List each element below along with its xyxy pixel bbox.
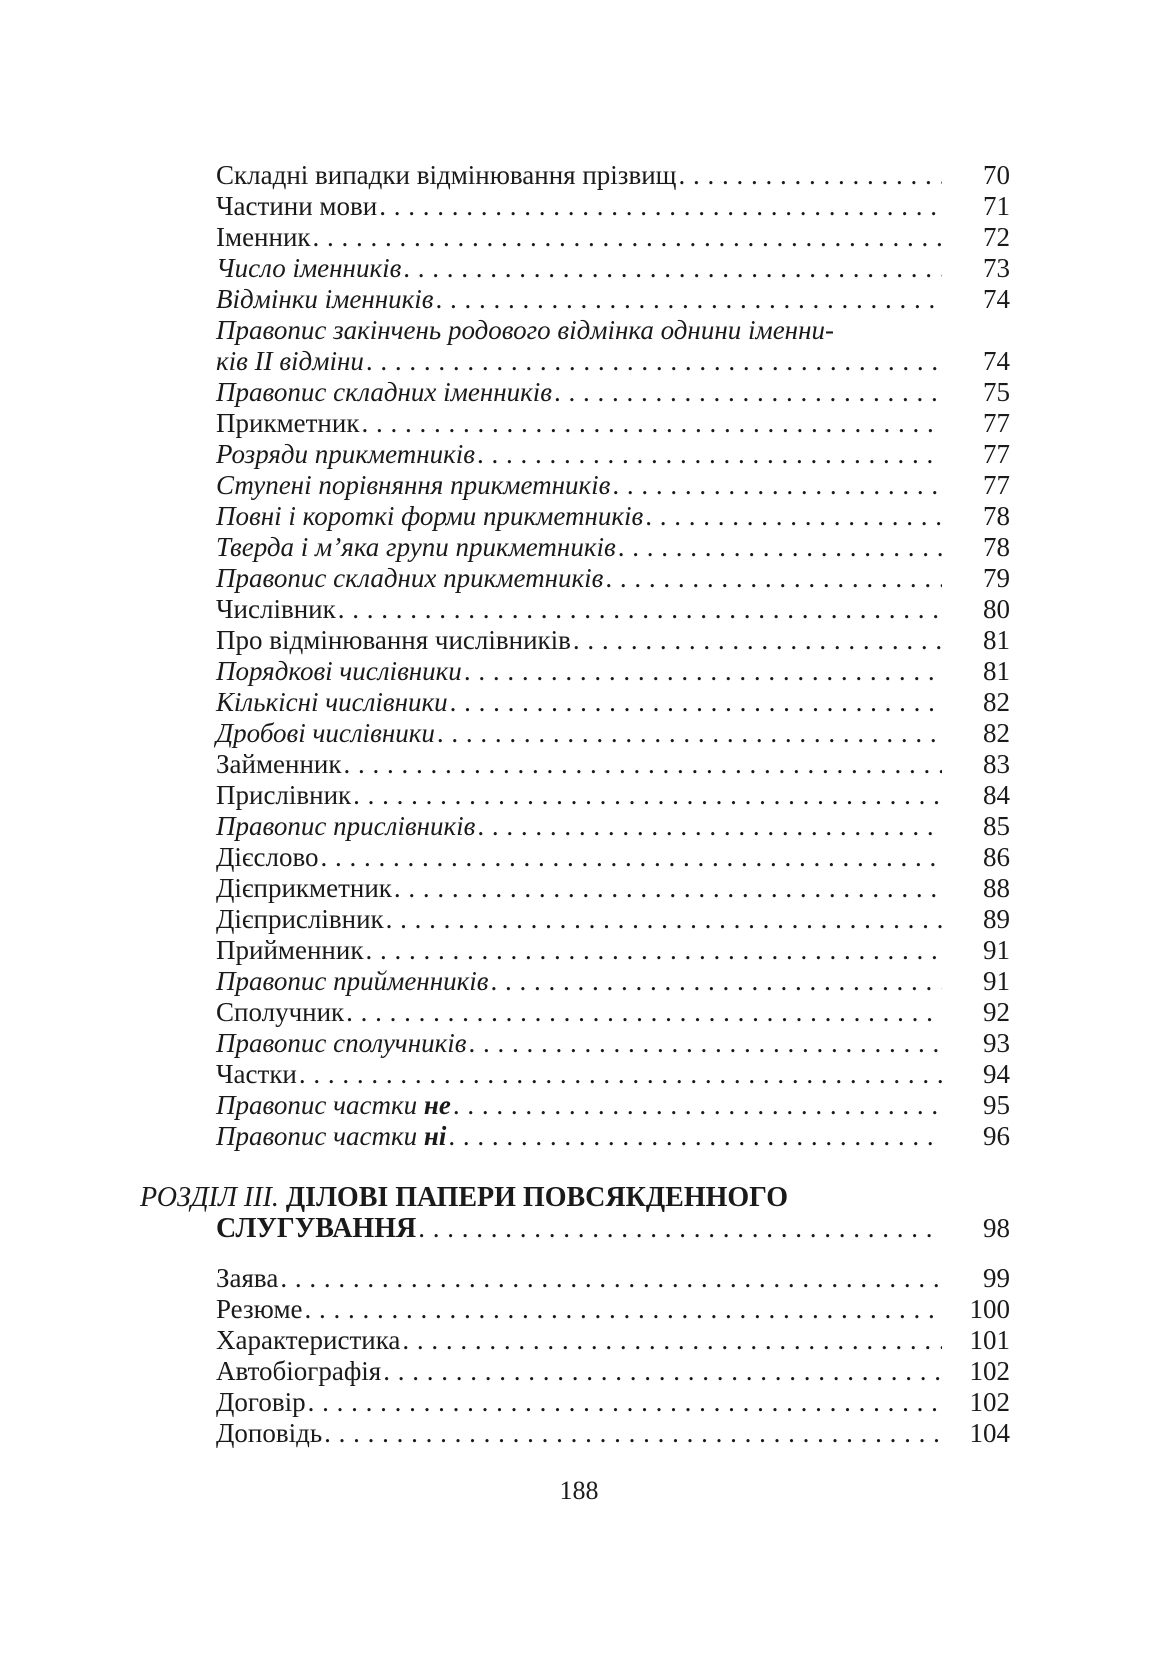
toc-entry-text: Складні випадки відмінювання прізвищ xyxy=(216,160,677,190)
toc-entry[interactable] xyxy=(216,966,1010,997)
dot-leader xyxy=(344,997,942,1028)
section-prefix: РОЗДІЛ III. xyxy=(140,1182,279,1213)
toc-entry-text: Правопис частки xyxy=(216,1121,418,1151)
toc-entry-label xyxy=(216,501,643,532)
toc-entry-page: 88 xyxy=(983,873,1010,903)
toc-entry-page: 96 xyxy=(983,1121,1010,1151)
toc-entry[interactable] xyxy=(216,935,1010,966)
toc-entry-text: Про відмінювання числівників xyxy=(216,625,571,655)
toc-entry-label xyxy=(216,625,571,656)
toc-entry-label: Правопис закінчень родового відмінка однини іменни- xyxy=(216,315,834,345)
toc-entry-text: Правопис частки xyxy=(216,1090,418,1120)
toc-entry-text: Число іменників xyxy=(216,253,402,283)
toc-entry-text: Числівник xyxy=(216,594,336,624)
toc-entry[interactable] xyxy=(216,594,1010,625)
toc-entry-label xyxy=(216,904,384,935)
toc-entry-page: 102 xyxy=(969,1356,1010,1386)
dot-leader xyxy=(319,842,942,873)
toc-entry-label xyxy=(216,780,351,811)
toc-entry-text: Прийменник xyxy=(216,935,364,965)
toc-entry-label xyxy=(216,842,319,873)
section-page: 98 xyxy=(983,1213,1010,1243)
dot-leader xyxy=(603,563,942,594)
toc-entry-text: Порядкові числівники xyxy=(216,656,462,686)
toc-entry-text: Дієприслівник xyxy=(216,904,384,934)
toc-entry-label xyxy=(216,966,488,997)
toc-entry-text: Правопис прийменників xyxy=(216,966,489,996)
toc-entry-text: Кількісні числівники xyxy=(216,687,448,717)
toc-entry[interactable] xyxy=(216,842,1010,873)
section-title: ДІЛОВІ ПАПЕРИ ПОВСЯКДЕННОГО xyxy=(285,1182,789,1213)
dot-leader xyxy=(434,284,942,315)
dot-leader xyxy=(311,222,942,253)
dot-leader xyxy=(466,1028,942,1059)
dot-leader xyxy=(446,1121,942,1152)
toc-entry-emphasis: не xyxy=(423,1090,451,1120)
toc-entry-page: 92 xyxy=(983,997,1010,1027)
dot-leader xyxy=(342,749,943,780)
dot-leader xyxy=(552,377,942,408)
toc-entry-label xyxy=(216,253,401,284)
toc-entry[interactable] xyxy=(216,160,1010,191)
toc-entry-label xyxy=(216,1294,303,1325)
toc-entry-text: Сполучник xyxy=(216,997,345,1027)
toc-entry-label xyxy=(216,408,359,439)
toc-entry-label xyxy=(216,532,616,563)
toc-entry-label xyxy=(216,1090,451,1121)
dot-leader xyxy=(643,501,942,532)
toc-entry[interactable] xyxy=(216,904,1010,935)
dot-leader xyxy=(336,594,942,625)
toc-entry-page: 95 xyxy=(983,1090,1010,1120)
toc-entry-emphasis: ні xyxy=(423,1121,447,1151)
dot-leader xyxy=(377,191,942,222)
dot-leader xyxy=(322,1418,942,1449)
toc-entry-label xyxy=(216,1121,446,1152)
toc-entry-text: Автобіографія xyxy=(216,1356,382,1386)
dot-leader xyxy=(435,718,942,749)
toc-entry-label xyxy=(216,997,344,1028)
dot-leader xyxy=(475,439,942,470)
table-of-contents xyxy=(216,160,1010,1152)
toc-entry-label xyxy=(216,1059,297,1090)
toc-entry[interactable] xyxy=(216,687,1010,718)
toc-entry[interactable] xyxy=(216,191,1010,222)
toc-entry-page: 81 xyxy=(983,625,1010,655)
dot-leader xyxy=(475,811,942,842)
toc-entry-label xyxy=(216,935,363,966)
toc-entry[interactable] xyxy=(216,1059,1010,1090)
section-heading xyxy=(140,1182,1010,1244)
dot-leader xyxy=(278,1263,942,1294)
dot-leader xyxy=(448,687,942,718)
toc-entry-text: Частини мови xyxy=(216,191,378,221)
toc-entry-page: 77 xyxy=(983,408,1010,438)
toc-entry-text: Правопис сполучників xyxy=(216,1028,467,1058)
dot-leader xyxy=(571,625,942,656)
toc-entry-text: Займенник xyxy=(216,749,342,779)
toc-entry-label xyxy=(216,563,603,594)
toc-entry-page: 91 xyxy=(983,966,1010,996)
toc-entry-text: Ступені порівняння прикметників xyxy=(216,470,611,500)
toc-entry-page: 102 xyxy=(969,1387,1010,1417)
toc-entry[interactable] xyxy=(216,532,1010,563)
toc-entry[interactable] xyxy=(216,873,1010,904)
toc-entry-label xyxy=(216,1263,278,1294)
dot-leader xyxy=(488,966,942,997)
toc-entry-text: Дробові числівники xyxy=(216,718,435,748)
toc-entry-page: 79 xyxy=(983,563,1010,593)
toc-entry-label xyxy=(216,191,377,222)
toc-entry-label xyxy=(216,284,434,315)
dot-leader xyxy=(364,346,942,377)
section-title-entry xyxy=(216,1213,1010,1244)
toc-entry-page: 93 xyxy=(983,1028,1010,1058)
toc-entry-text: Розряди прикметників xyxy=(216,439,476,469)
toc-entry-label xyxy=(216,1387,306,1418)
dot-leader xyxy=(610,470,942,501)
toc-entry-text: Правопис складних прикметників xyxy=(216,563,604,593)
section-title-line xyxy=(140,1182,1010,1213)
dot-leader xyxy=(359,408,942,439)
toc-entry-page: 82 xyxy=(983,718,1010,748)
toc-entry-page: 85 xyxy=(983,811,1010,841)
toc-entry-label xyxy=(216,811,475,842)
toc-entry-page: 78 xyxy=(983,501,1010,531)
toc-entry-label xyxy=(216,1356,381,1387)
toc-entry-page: 99 xyxy=(983,1263,1010,1293)
toc-entry-page: 72 xyxy=(983,222,1010,252)
toc-entry-page: 77 xyxy=(983,439,1010,469)
toc-entry[interactable] xyxy=(216,439,1010,470)
toc-entry-page: 83 xyxy=(983,749,1010,779)
dot-leader xyxy=(363,935,942,966)
toc-entry-label xyxy=(216,1325,400,1356)
toc-entry[interactable] xyxy=(216,222,1010,253)
toc-entry[interactable] xyxy=(216,408,1010,439)
toc-entry[interactable] xyxy=(216,1121,1010,1152)
toc-entry-page: 94 xyxy=(983,1059,1010,1089)
toc-entry-text: Дієслово xyxy=(216,842,319,872)
toc-entry-page: 89 xyxy=(983,904,1010,934)
dot-leader xyxy=(303,1294,942,1325)
toc-entry[interactable] xyxy=(216,1356,1010,1387)
toc-entry-page: 74 xyxy=(983,284,1010,314)
toc-entry-text: Частки xyxy=(216,1059,297,1089)
toc-entry-label xyxy=(216,718,435,749)
toc-entry-page: 86 xyxy=(983,842,1010,872)
dot-leader xyxy=(416,1213,942,1244)
toc-entry-label xyxy=(216,749,342,780)
toc-entry-text: Договір xyxy=(216,1387,306,1417)
toc-entry-label xyxy=(216,377,552,408)
toc-entry-text: Іменник xyxy=(216,222,311,252)
toc-entry[interactable] xyxy=(216,346,1010,377)
toc-entry[interactable] xyxy=(216,563,1010,594)
toc-entry-page: 73 xyxy=(983,253,1010,283)
toc-entry-label xyxy=(216,1418,322,1449)
dot-leader xyxy=(616,532,942,563)
dot-leader xyxy=(384,904,942,935)
toc-entry-page: 101 xyxy=(969,1325,1010,1355)
toc-entry-text: Характеристика xyxy=(216,1325,401,1355)
toc-entry-text: Прикметник xyxy=(216,408,360,438)
toc-entry[interactable] xyxy=(216,811,1010,842)
toc-entry-label xyxy=(216,687,448,718)
toc-entry-label xyxy=(216,656,462,687)
toc-entry[interactable] xyxy=(216,780,1010,811)
toc-entry-label xyxy=(216,1028,466,1059)
toc-entry[interactable] xyxy=(216,1418,1010,1449)
dot-leader xyxy=(400,1325,942,1356)
toc-entry-label xyxy=(216,594,336,625)
section-title-continued: СЛУГУВАННЯ xyxy=(216,1213,417,1244)
dot-leader xyxy=(401,253,942,284)
toc-entry[interactable] xyxy=(216,1263,1010,1294)
toc-entry-page: 75 xyxy=(983,377,1010,407)
toc-entry-text: Заява xyxy=(216,1263,279,1293)
dot-leader xyxy=(351,780,942,811)
toc-entry-page: 80 xyxy=(983,594,1010,624)
toc-entry[interactable] xyxy=(216,1294,1010,1325)
toc-entry-page: 100 xyxy=(969,1294,1010,1324)
toc-entry[interactable] xyxy=(216,749,1010,780)
toc-entry-text: Правопис складних іменників xyxy=(216,377,552,407)
dot-leader xyxy=(451,1090,942,1121)
toc-entry-text: ків II відміни xyxy=(216,346,364,376)
toc-entry-label xyxy=(216,346,364,377)
toc-entry[interactable] xyxy=(216,656,1010,687)
toc-entry-text: Дієприкметник xyxy=(216,873,392,903)
dot-leader xyxy=(676,160,942,191)
dot-leader xyxy=(297,1059,942,1090)
toc-entry-text: Доповідь xyxy=(216,1418,323,1448)
toc-entry-page: 77 xyxy=(983,470,1010,500)
dot-leader xyxy=(392,873,942,904)
toc-entry[interactable] xyxy=(216,501,1010,532)
toc-entry[interactable] xyxy=(216,1090,1010,1121)
toc-entry-text: Тверда і м’яка групи прикметників xyxy=(216,532,616,562)
toc-entry-text: Резюме xyxy=(216,1294,303,1324)
dot-leader xyxy=(462,656,942,687)
toc-entry[interactable] xyxy=(216,470,1010,501)
toc-entry-label xyxy=(216,439,475,470)
toc-entry[interactable] xyxy=(216,718,1010,749)
toc-entry-text: Повні і короткі форми прикметників xyxy=(216,501,644,531)
toc-entry[interactable] xyxy=(216,997,1010,1028)
toc-entry-label xyxy=(216,222,311,253)
toc-entry-label xyxy=(216,873,392,904)
toc-entry-text: Відмінки іменників xyxy=(216,284,434,314)
toc-entry-page: 82 xyxy=(983,687,1010,717)
toc-entry[interactable] xyxy=(216,377,1010,408)
toc-entry-page: 74 xyxy=(983,346,1010,376)
toc-entry[interactable] xyxy=(216,1028,1010,1059)
toc-entry[interactable] xyxy=(216,253,1010,284)
page-number: 188 xyxy=(559,1476,599,1505)
table-of-contents-section-3 xyxy=(216,1263,1010,1449)
dot-leader xyxy=(381,1356,942,1387)
toc-entry-page: 84 xyxy=(983,780,1010,810)
toc-entry-page: 91 xyxy=(983,935,1010,965)
toc-entry-page: 78 xyxy=(983,532,1010,562)
toc-entry[interactable] xyxy=(216,1387,1010,1418)
toc-entry-page: 70 xyxy=(983,160,1010,190)
toc-entry-page: 81 xyxy=(983,656,1010,686)
toc-entry[interactable] xyxy=(216,625,1010,656)
toc-entry-label xyxy=(216,470,610,501)
toc-entry[interactable] xyxy=(216,284,1010,315)
toc-entry-page: 71 xyxy=(983,191,1010,221)
dot-leader xyxy=(306,1387,942,1418)
toc-entry[interactable] xyxy=(216,1325,1010,1356)
toc-entry-text: Правопис прислівників xyxy=(216,811,476,841)
toc-entry-text: Прислівник xyxy=(216,780,352,810)
toc-entry-label xyxy=(216,160,676,191)
toc-entry-page: 104 xyxy=(969,1418,1010,1448)
